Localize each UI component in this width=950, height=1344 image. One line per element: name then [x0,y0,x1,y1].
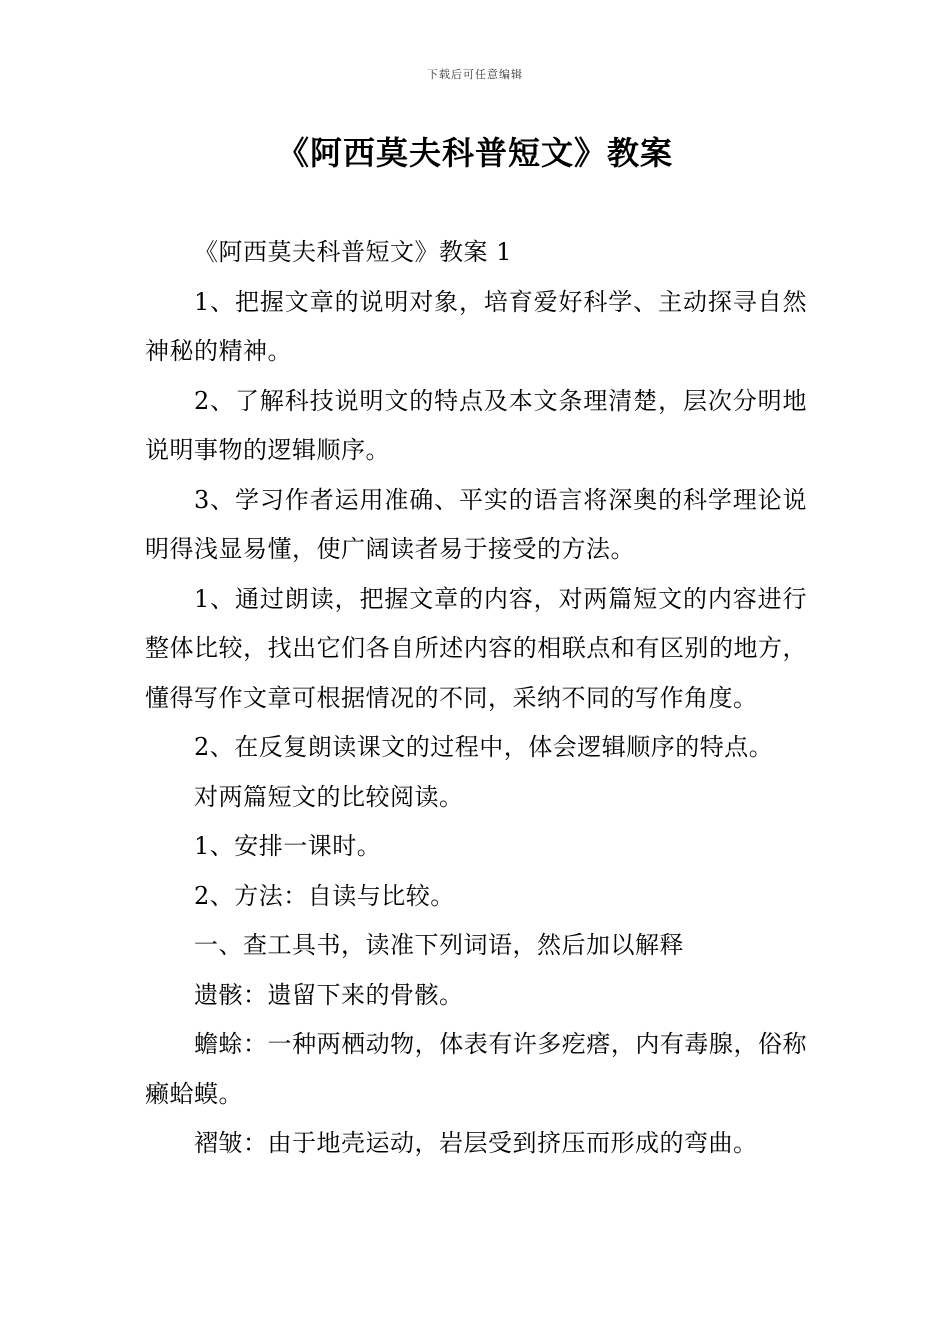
paragraph-step-1: 一、查工具书，读准下列词语，然后加以解释 [194,931,684,959]
paragraph-vocab-1: 遗骸：遗留下来的骨骸。 [194,980,464,1009]
paragraph-vocab-3: 褶皱：由于地壳运动，岩层受到挤压而形成的弯曲。 [194,1129,758,1157]
paragraph-schedule: 1、安排一课时。 [194,832,382,860]
paragraph-vocab-2: 蟾蜍：一种两栖动物，体表有许多疙瘩，内有毒腺，俗称癞蛤蟆。 [145,1030,807,1108]
paragraph-goal-3: 3、学习作者运用准确、平实的语言将深奥的科学理论说明得浅显易懂，使广阔读者易于接受的方法。 [145,485,807,563]
paragraph-subtitle: 《阿西莫夫科普短文》教案 1 [194,238,512,266]
paragraph-goal-2: 2、了解科技说明文的特点及本文条理清楚，层次分明地说明事物的逻辑顺序。 [145,386,807,464]
paragraph-ability-1: 1、通过朗读，把握文章的内容，对两篇短文的内容进行整体比较，找出它们各自所述内容的相联点和有区别的地方，懂得写作文章可根据情况的不同，采纳不同的写作角度。 [145,584,807,712]
paragraph-ability-2: 2、在反复朗读课文的过程中，体会逻辑顺序的特点。 [194,733,774,761]
header-note: 下载后可任意编辑 [427,68,523,81]
paragraph-method: 2、方法：自读与比较。 [194,881,455,910]
paragraph-key-point: 对两篇短文的比较阅读。 [194,782,464,811]
document-body [145,228,807,1169]
paragraph-goal-1: 1、把握文章的说明对象，培育爱好科学、主动探寻自然神秘的精神。 [145,287,807,365]
document-title: 《阿西莫夫科普短文》教案 [276,134,673,172]
